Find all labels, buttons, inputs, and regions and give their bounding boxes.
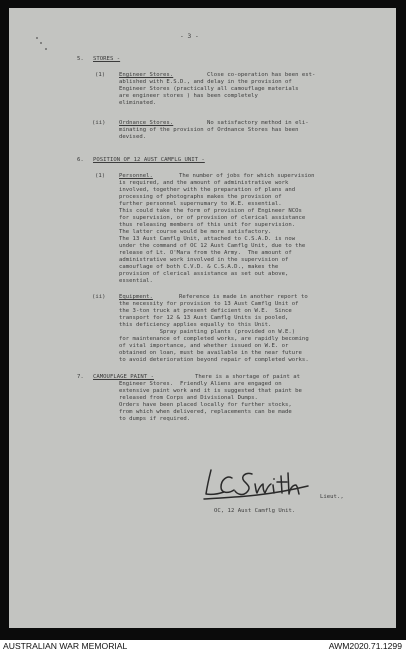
- s7-line: from which when delivered, replacements can be made: [119, 409, 292, 415]
- s6-item-2-number: (ii): [92, 294, 106, 300]
- s5-item-2-line: minating of the provision of Ordnance Stores has been: [119, 127, 299, 133]
- s6-item-2-line: the necessity for provision to 13 Aust Camflg Unit of: [119, 301, 299, 307]
- s5-item-1-line: Close co-operation has been est-: [207, 72, 316, 78]
- s5-item-1-line: Engineer Stores (practically all camouflage materials: [119, 86, 299, 92]
- s6-item-1-line: under the command of OC 12 Aust Camflg Unit, due to the: [119, 243, 306, 249]
- paper-speck: [45, 48, 47, 50]
- s5-item-1-line: eliminated.: [119, 100, 157, 106]
- s6-item-2-line: obtained on loan, must be available in the near future: [119, 350, 302, 356]
- section-6-number: 6.: [77, 157, 84, 163]
- section-6-heading: POSITION OF 12 AUST CAMFLG UNIT -: [93, 157, 205, 163]
- s5-item-2-line: No satisfactory method in eli-: [207, 120, 309, 126]
- s6-item-2-line: to avoid deterioration beyond repair of completed works.: [119, 357, 309, 363]
- s6-item-1-number: (1): [95, 173, 106, 179]
- s6-item-1-line: camouflage of both C.V.D. & C.S.A.D., makes the: [119, 264, 279, 270]
- footer-institution: AUSTRALIAN WAR MEMORIAL: [3, 641, 128, 651]
- s5-item-1-line: ablished with E.S.D., and delay in the provision of: [119, 79, 292, 85]
- s6-item-1-line: is required, and the amount of administrative work: [119, 180, 289, 186]
- signatory-rank: Lieut.,: [320, 494, 344, 500]
- s6-item-2-line: for maintenance of completed works, are rapidly becoming: [119, 336, 309, 342]
- s7-line: There is a shortage of paint at: [195, 374, 301, 380]
- s6-item-1-line: processing of photographs makes the provision of: [119, 194, 282, 200]
- s6-item-1-line: The 13 Aust Camflg Unit, attached to C.S.A.D. is now: [119, 236, 296, 242]
- s6-item-1-line: involved, together with the preparation of plans and: [119, 187, 296, 193]
- s7-line: to dumps if required.: [119, 416, 191, 422]
- s6-item-2-line: Spray painting plants (provided on W.E.): [119, 329, 296, 335]
- handwritten-signature: [202, 464, 314, 504]
- s6-item-2-line: the 3-ton truck at present deficient on W.E. Since: [119, 308, 292, 314]
- signatory-title: OC, 12 Aust Camflg Unit.: [214, 508, 296, 514]
- s6-item-2-line: Reference is made in another report to: [179, 294, 308, 300]
- footer-accession-number: AWM2020.71.1299: [328, 641, 402, 651]
- s5-item-1-number: (1): [95, 72, 106, 78]
- s5-item-1-line: are engineer stores ) has been completely: [119, 93, 258, 99]
- s6-item-1-line: provision of clerical assistance as set out above,: [119, 271, 289, 277]
- section-7-heading: CAMOUFLAGE PAINT -: [93, 374, 154, 380]
- s5-item-1-title: Engineer Stores.: [119, 72, 174, 78]
- section-5-heading: STORES -: [93, 56, 121, 62]
- s5-item-2-line: devised.: [119, 134, 147, 140]
- paper-speck: [36, 37, 38, 39]
- s6-item-1-line: essential.: [119, 278, 153, 284]
- s5-item-2-title: Ordnance Stores.: [119, 120, 174, 126]
- s7-line: extensive paint work and it is suggested that paint be: [119, 388, 302, 394]
- page-number: - 3 -: [180, 33, 199, 40]
- s6-item-2-title: Equipment.: [119, 294, 153, 300]
- s7-line: Orders have been placed locally for further stocks,: [119, 402, 292, 408]
- s7-line: released from Corps and Divisional Dumps.: [119, 395, 258, 401]
- s6-item-1-line: This could take the form of provision of Engineer NCOs: [119, 208, 302, 214]
- s6-item-1-line: release of Lt. O'Mara from the Army. The amount of: [119, 250, 292, 256]
- document-page: [9, 8, 396, 628]
- s6-item-2-line: transport for 12 & 13 Aust Camflg Units is pooled,: [119, 315, 289, 321]
- paper-speck: [40, 42, 42, 44]
- s6-item-2-line: this deficiency applies equally to this Unit.: [119, 322, 272, 328]
- s6-item-1-line: The number of jobs for which supervision: [179, 173, 315, 179]
- archive-footer: [0, 640, 406, 653]
- s6-item-2-line: of vital importance, and whether issued on W.E. or: [119, 343, 289, 349]
- s6-item-1-line: for supervision, or of provision of clerical assistance: [119, 215, 306, 221]
- s6-item-1-line: administrative work involved in the supervision of: [119, 257, 289, 263]
- section-5-number: 5.: [77, 56, 84, 62]
- s5-item-2-number: (ii): [92, 120, 106, 126]
- s6-item-1-title: Personnel.: [119, 173, 153, 179]
- s6-item-1-line: thus releasing members of this unit for supervision.: [119, 222, 296, 228]
- s7-line: Engineer Stores. Friendly Aliens are engaged on: [119, 381, 282, 387]
- section-7-number: 7.: [77, 374, 84, 380]
- s6-item-1-line: The latter course would be more satisfactory.: [119, 229, 272, 235]
- s6-item-1-line: further personnel supernumary to W.E. essential.: [119, 201, 282, 207]
